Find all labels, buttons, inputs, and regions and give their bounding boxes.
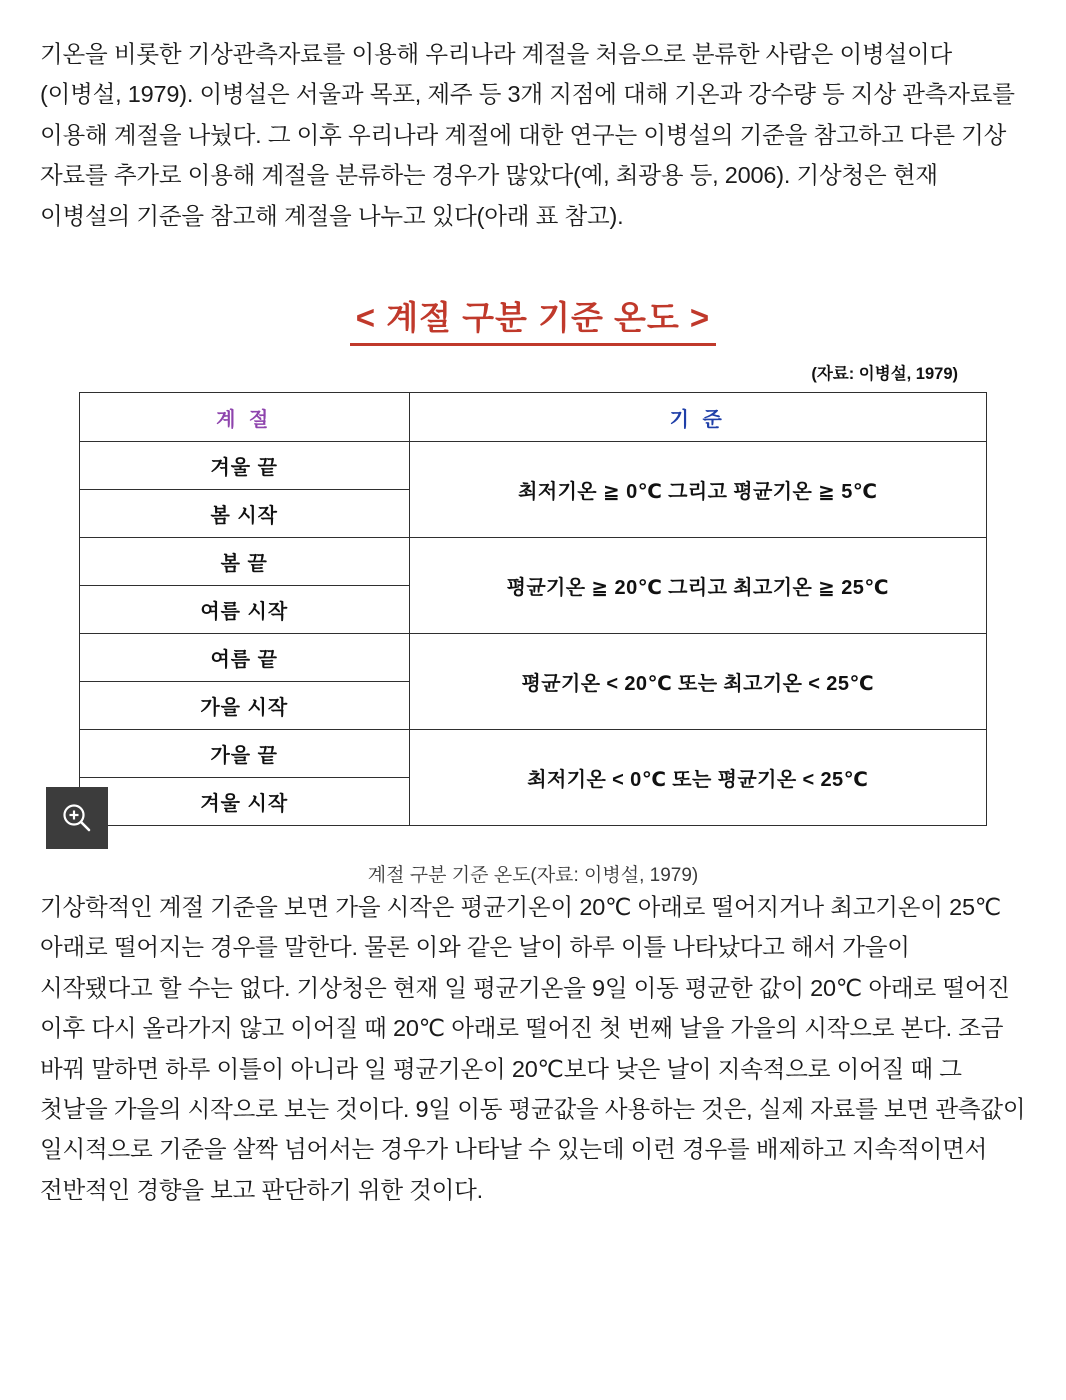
season-label: 겨울 끝 — [80, 442, 410, 490]
figure-title — [40, 292, 1026, 346]
magnifier-plus-icon — [60, 801, 94, 835]
season-label: 가을 시작 — [80, 682, 410, 730]
header-season: 계 절 — [80, 393, 410, 442]
table-header-row — [80, 393, 987, 442]
criteria-value: 평균기온 < 20℃ 또는 최고기온 < 25℃ — [409, 634, 986, 730]
season-label: 여름 시작 — [80, 586, 410, 634]
season-criteria-table — [79, 392, 987, 826]
paragraph-explanation: 기상학적인 계절 기준을 보면 가을 시작은 평균기온이 20℃ 아래로 떨어지거나 최고기온이 25℃ 아래로 떨어지는 경우를 말한다. 물론 이와 같은 날이 하루 이틀 나타났다고 해서 가을이 시작됐다고 할 수는 없다. 기상청은 현재 일 평균기온을 9일 이동 평균한 값이 20℃ 아래로 떨어진 이후 다시 올라가지 않고 이어질 때 20℃ 아래로 떨어진 첫 번째 날을 가을의 시작으로 본다. 조금 바꿔 말하면 하루 이틀이 아니라 일 평균기온이 20℃보다 낮은 날이 지속적으로 이어질 때 그 첫날을 가을의 시작으로 보는 것이다. 9일 이동 평균값을 사용하는 것은, 실제 자료를 보면 관측값이 일시적으로 기준을 살짝 넘어서는 경우가 나타날 수 있는데 이런 경우를 배제하고 지속적이면서 전반적인 경향을 보고 판단하기 위한 것이다. — [40, 894, 1026, 1203]
figure-season-criteria — [40, 292, 1026, 887]
season-label: 봄 끝 — [80, 538, 410, 586]
paragraph-intro: 기온을 비롯한 기상관측자료를 이용해 우리나라 계절을 처음으로 분류한 사람은 이병설이다(이병설, 1979). 이병설은 서울과 목포, 제주 등 3개 지점에 대해 기온과 강수량 등 지상 관측자료를 이용해 계절을 나눴다. 그 이후 우리나라 계절에 대한 연구는 이병설의 기준을 참고하고 다른 기상 자료를 추가로 이용해 계절을 분류하는 경우가 많았다(예, 최광용 등, 2006). 기상청은 현재 이병설의 기준을 참고해 계절을 나누고 있다(아래 표 참고). — [40, 41, 1015, 229]
season-label: 여름 끝 — [80, 634, 410, 682]
criteria-value: 평균기온 ≧ 20℃ 그리고 최고기온 ≧ 25℃ — [409, 538, 986, 634]
table-row — [80, 730, 987, 778]
table-row — [80, 442, 987, 490]
table-row — [80, 634, 987, 682]
season-table-wrapper — [79, 392, 987, 826]
image-zoom-button[interactable] — [46, 787, 108, 849]
criteria-value: 최저기온 ≧ 0℃ 그리고 평균기온 ≧ 5℃ — [409, 442, 986, 538]
criteria-value: 최저기온 < 0℃ 또는 평균기온 < 25℃ — [409, 730, 986, 826]
figure-title-text: < 계절 구분 기준 온도 > — [350, 292, 716, 346]
figure-caption: 계절 구분 기준 온도(자료: 이병설, 1979) — [367, 865, 699, 887]
season-label: 겨울 시작 — [80, 778, 410, 826]
season-label: 가을 끝 — [80, 730, 410, 778]
season-label: 봄 시작 — [80, 490, 410, 538]
table-row — [80, 538, 987, 586]
header-criteria: 기 준 — [409, 393, 986, 442]
figure-source-note: (자료: 이병설, 1979) — [811, 365, 958, 384]
